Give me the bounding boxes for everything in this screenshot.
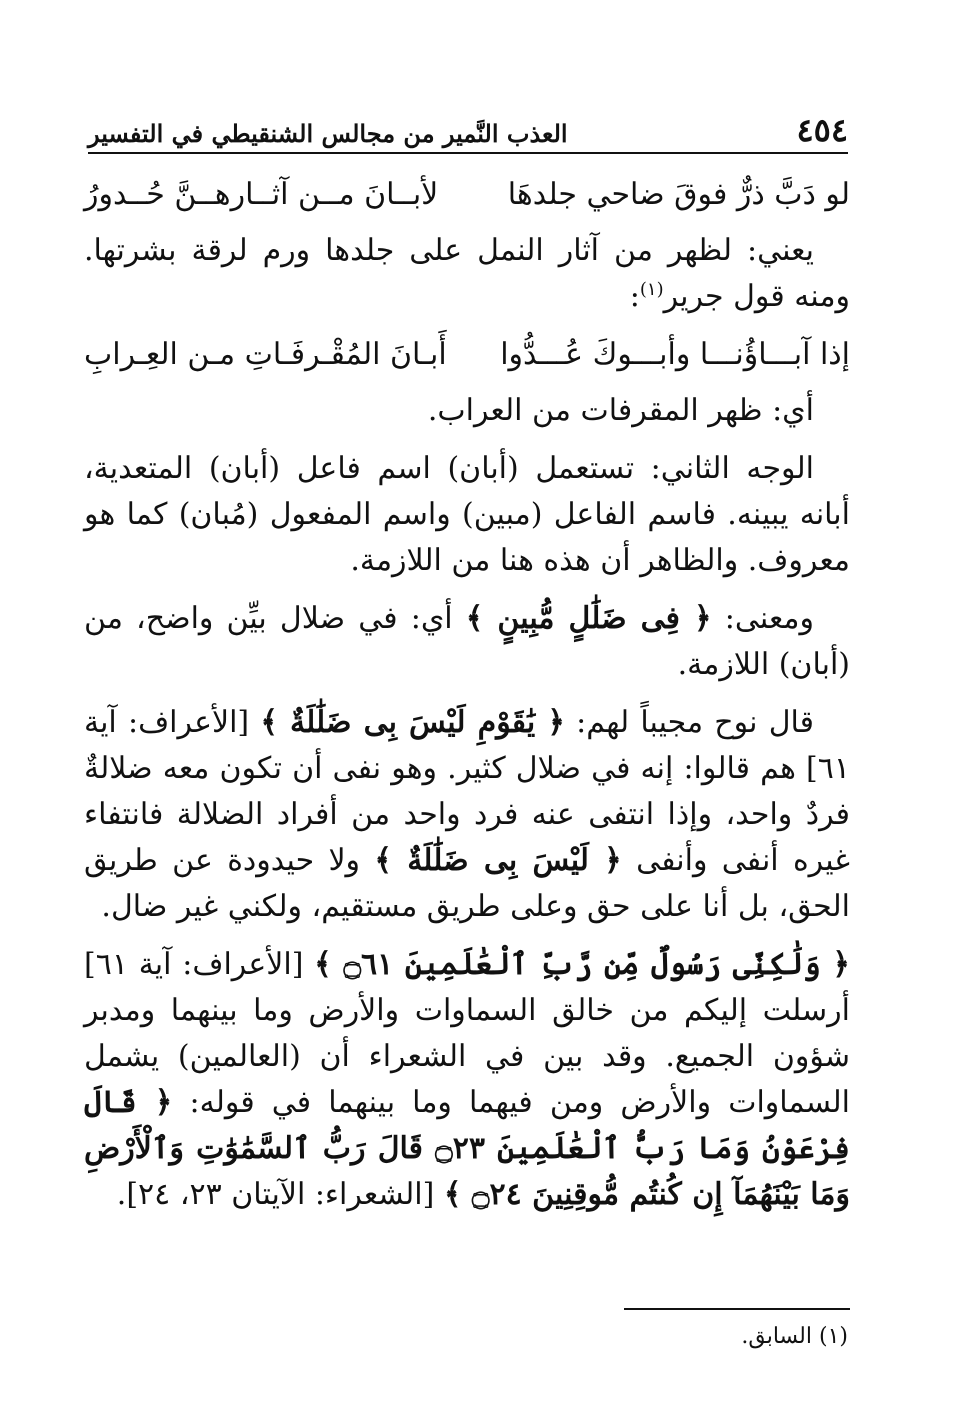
- paragraph-6: [84, 942, 850, 1218]
- quran-quote: ﴿ قَالَ فِرْعَوْنُ وَمَا رَبُّ ٱلْعَٰلَمِينَ ۝٢٣ قَالَ رَبُّ ٱلسَّمَٰوَٰتِ وَٱلْأَرْضِ وَمَا بَيْنَهُمَآ إِن كُنتُم مُّوقِنِينَ ۝٢٤ ﴾: [84, 1085, 850, 1212]
- footnote-ref[interactable]: (١): [639, 279, 664, 300]
- verse-hemistich-right: لو دَبَّ ذرٌّ فوقَ ضاحي جلدهَا: [507, 177, 850, 212]
- paragraph-text: يعني: لظهر من آثار النمل على جلدها ورم لرقة بشرتها. ومنه قول جرير: [84, 233, 850, 314]
- page-body: [84, 168, 850, 1230]
- paragraph-text: قال نوح مجيباً لهم:: [576, 705, 814, 740]
- paragraph-1: [84, 228, 850, 320]
- quran-quote: ﴿ فِى ضَلَٰلٍ مُّبِينٍ ﴾: [465, 601, 712, 636]
- paragraph-4: [84, 596, 850, 688]
- paragraph-3: الوجه الثاني: تستعمل (أبان) اسم فاعل (أبان) المتعدية، أبانه يبينه. فاسم الفاعل (مبين) واسم المفعول (مُبان) كما هو معروف. والظاهر أن هذه هنا من اللازمة.: [84, 451, 850, 578]
- page-number: ٤٥٤: [796, 111, 848, 149]
- paragraph-text: ولا حيدودة عن طريق الحق، بل أنا على حق وعلى طريق مستقيم، ولكني غير ضال.: [84, 843, 850, 924]
- paragraph-text: [الأعراف: آية ٦١] أرسلت إليكم من خالق السماوات والأرض وما بينهما ومدبر شؤون الجميع. وقد بين في الشعراء أن (العالمين) يشمل السماوات والأرض ومن فيهما وما بينهما في قوله:: [84, 947, 850, 1120]
- paragraph-text: أي: في ضلال بيِّن واضح، من (أبان) اللازمة.: [84, 601, 850, 682]
- paragraph-tail: :: [629, 279, 640, 314]
- verse-hemistich-left: أَبـانَ المُقْـرفَـاتِ مـن العِـرابِ: [84, 337, 447, 372]
- verse-hemistich-left: لأبــانَ مــن آثــارهــنَّ حُــدورُ: [84, 177, 439, 212]
- page-header: [88, 112, 848, 154]
- quran-quote: ﴿ وَلَٰكِنِّى رَسُولٌ مِّن رَّبِّ ٱلْعَٰلَمِينَ ۝٦١ ﴾: [314, 947, 851, 982]
- paragraph-text: [الأعراف: آية ٦١] هم قالوا: إنه في ضلال كثير. وهو نفى أن تكون معه ضلالةٌ فردٌ واحد، وإذا انتفى عنه فرد واحد من أفراد الضلالة فانتفاء غيره أنفى وأنفى: [84, 705, 850, 878]
- paragraph-2: أي: ظهر المقرفات من العراب.: [427, 393, 814, 428]
- quran-quote: ﴿ لَيْسَ بِى ضَلَٰلَةٌ ﴾: [374, 843, 622, 878]
- paragraph-5: [84, 700, 850, 930]
- footnote-divider: [624, 1308, 850, 1310]
- paragraph-text: ومعنى:: [724, 601, 814, 636]
- quran-quote: ﴿ يَٰقَوْمِ لَيْسَ بِى ضَلَٰلَةٌ ﴾: [260, 705, 565, 740]
- running-title: العذب النَّمير من مجالس الشنقيطي في التفسير: [88, 119, 568, 148]
- paragraph-text: [الشعراء: الآيتان ٢٣، ٢٤].: [116, 1177, 435, 1212]
- poetry-verse-1: [84, 172, 850, 218]
- footnote: (١) السابق.: [741, 1324, 848, 1349]
- poetry-verse-2: [84, 332, 850, 378]
- verse-hemistich-right: إذا آبـــاؤُنـــا وأبـــوكَ عُـــدُّوا: [500, 337, 850, 372]
